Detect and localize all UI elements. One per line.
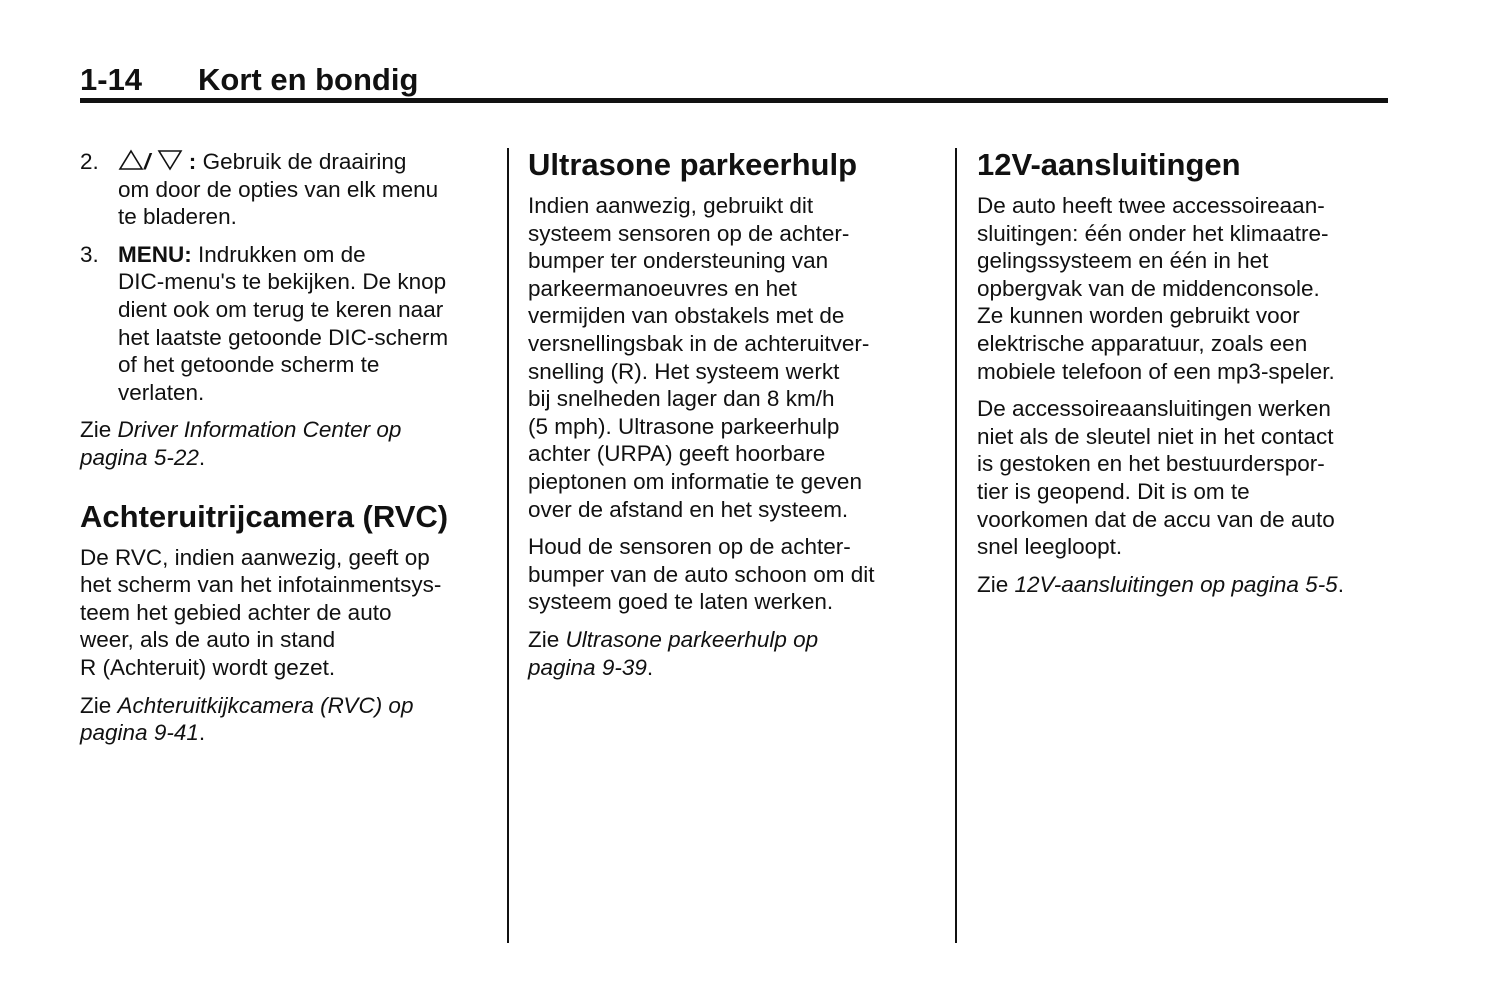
paragraph-rvc xyxy=(80,544,492,682)
text-line: niet als de sleutel niet in het contact xyxy=(977,423,1334,449)
see-also-suffix: . xyxy=(1337,571,1344,597)
column-divider-2 xyxy=(955,148,957,943)
column-1 xyxy=(80,148,492,747)
column-3 xyxy=(977,148,1392,598)
section-title-urpa: Ultrasone parkeerhulp xyxy=(528,147,858,182)
column-2 xyxy=(528,148,943,681)
text-line: tier is geopend. Dit is om te xyxy=(977,478,1250,504)
colon: : xyxy=(188,149,197,174)
column-divider-1 xyxy=(507,148,509,943)
paragraph-urpa-1 xyxy=(528,192,943,523)
see-also-link[interactable]: Achteruitkijkcamera (RVC) op xyxy=(117,692,414,718)
see-also-prefix: Zie xyxy=(528,626,560,652)
text-line: mobiele telefoon of een mp3-speler. xyxy=(977,358,1335,384)
text-line: systeem goed te laten werken. xyxy=(528,589,834,615)
list-text-line: verlaten. xyxy=(118,379,205,405)
see-also-prefix: Zie xyxy=(977,571,1009,597)
list-text-line: of het getoonde scherm te xyxy=(118,352,380,378)
text-line: systeem sensoren op de achter- xyxy=(528,220,850,246)
text-line: gelingssysteem en één in het xyxy=(977,248,1269,274)
see-also-12v xyxy=(977,571,1392,599)
list-text-line: om door de opties van elk menu xyxy=(118,176,439,202)
paragraph-12v-2 xyxy=(977,395,1392,561)
see-also-suffix: . xyxy=(198,444,206,470)
triangle-down-icon xyxy=(157,149,183,171)
see-also-link[interactable]: Ultrasone parkeerhulp op xyxy=(565,626,819,652)
triangle-up-icon xyxy=(118,149,144,171)
see-also-prefix: Zie xyxy=(80,692,112,718)
list-text-line: het laatste getoonde DIC-scherm xyxy=(118,324,449,350)
list-item-menu xyxy=(80,241,492,407)
see-also-link[interactable]: pagina 5-22 xyxy=(80,444,199,470)
text-line: is gestoken en het bestuurderspor- xyxy=(977,451,1325,477)
paragraph-urpa-2 xyxy=(528,533,943,616)
list-item-up-down xyxy=(80,148,492,231)
see-also-prefix: Zie xyxy=(80,417,112,443)
text-line: pieptonen om informatie te geven xyxy=(528,468,862,494)
text-line: De auto heeft twee accessoireaan- xyxy=(977,193,1325,218)
separator: / xyxy=(144,149,151,174)
text-line: bumper ter ondersteuning van xyxy=(528,248,829,274)
list-text-line: Gebruik de draairing xyxy=(202,149,407,174)
page-header xyxy=(80,60,1388,100)
list-text-line: DIC-menu's te bekijken. De knop xyxy=(118,269,447,295)
see-also-suffix: . xyxy=(646,654,654,680)
page-number: 1-14 xyxy=(80,62,143,97)
text-line: elektrische apparatuur, zoals een xyxy=(977,330,1308,356)
list-number: 2. xyxy=(80,149,99,174)
see-also-link[interactable]: Driver Information Center op xyxy=(117,417,402,443)
see-also-dic xyxy=(80,416,492,471)
menu-label: MENU: xyxy=(118,241,192,267)
text-line: parkeermanoeuvres en het xyxy=(528,275,797,301)
text-line: (5 mph). Ultrasone parkeerhulp xyxy=(528,413,840,439)
text-line: R (Achteruit) wordt gezet. xyxy=(80,654,336,680)
section-title-12v: 12V-aansluitingen xyxy=(977,147,1241,182)
text-line: versnellingsbak in de achteruitver- xyxy=(528,330,870,356)
text-line: voorkomen dat de accu van de auto xyxy=(977,506,1335,532)
list-number: 3. xyxy=(80,241,99,267)
section-title-rvc: Achteruitrijcamera (RVC) xyxy=(80,498,449,534)
text-line: snel leegloopt. xyxy=(977,534,1123,560)
see-also-link[interactable]: pagina 9-39 xyxy=(528,654,647,680)
text-line: De RVC, indien aanwezig, geeft op xyxy=(80,544,430,570)
text-line: het scherm van het infotainmentsys- xyxy=(80,572,442,598)
text-line: Ze kunnen worden gebruikt voor xyxy=(977,303,1300,329)
chapter-title: Kort en bondig xyxy=(198,62,419,97)
text-line: Indien aanwezig, gebruikt dit xyxy=(528,193,814,218)
text-line: De accessoireaansluitingen werken xyxy=(977,396,1331,422)
text-line: weer, als de auto in stand xyxy=(80,627,336,653)
text-line: Houd de sensoren op de achter- xyxy=(528,534,851,560)
text-line: teem het gebied achter de auto xyxy=(80,599,392,625)
text-line: sluitingen: één onder het klimaatre- xyxy=(977,220,1329,246)
header-rule xyxy=(80,98,1388,103)
text-line: bumper van de auto schoon om dit xyxy=(528,561,875,587)
see-also-suffix: . xyxy=(198,720,206,746)
control-list xyxy=(80,148,492,406)
text-line: opbergvak van de middenconsole. xyxy=(977,275,1320,301)
see-also-link[interactable]: 12V-aansluitingen op pagina 5-5 xyxy=(1014,571,1338,597)
see-also-link[interactable]: pagina 9-41 xyxy=(80,720,199,746)
text-line: vermijden van obstakels met de xyxy=(528,303,845,329)
list-text-line: dient ook om terug te keren naar xyxy=(118,296,444,322)
text-line: snelling (R). Het systeem werkt xyxy=(528,358,840,384)
text-line: achter (URPA) geeft hoorbare xyxy=(528,441,826,467)
text-line: bij snelheden lager dan 8 km/h xyxy=(528,386,835,412)
paragraph-12v-1 xyxy=(977,192,1392,385)
text-line: over de afstand en het systeem. xyxy=(528,496,849,522)
list-text-line: Indrukken om de xyxy=(198,241,366,267)
list-text-line: te bladeren. xyxy=(118,204,237,230)
see-also-rvc xyxy=(80,692,492,747)
see-also-urpa xyxy=(528,626,943,681)
